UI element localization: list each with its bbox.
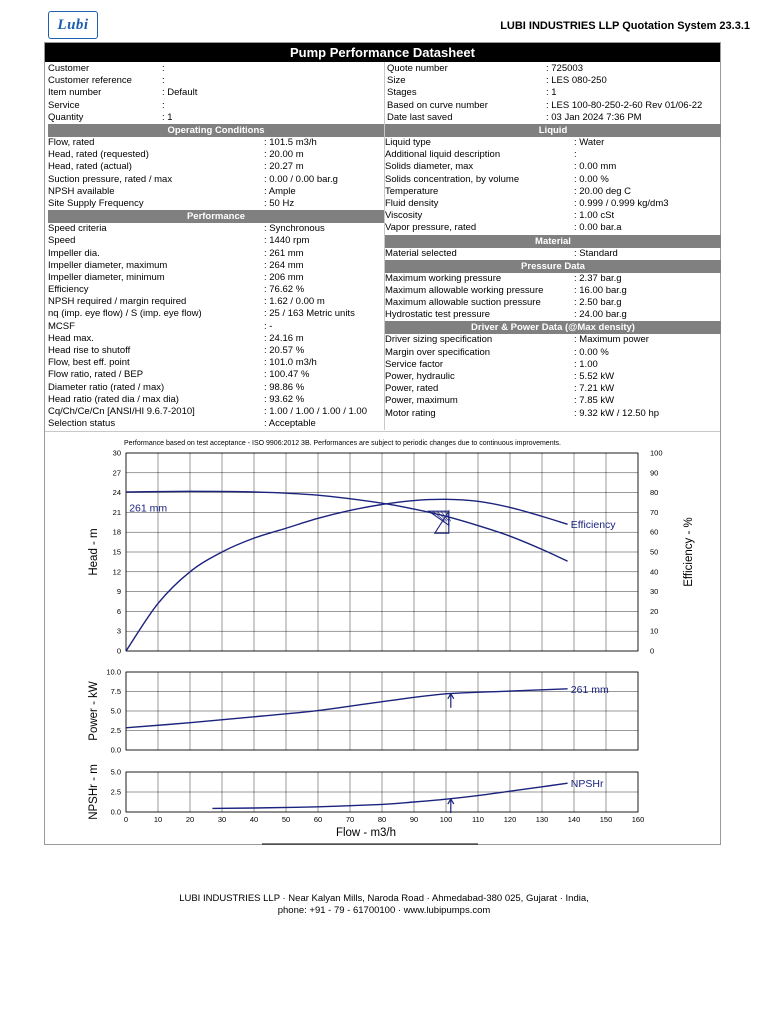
row-label: Head rise to shutoff xyxy=(48,345,131,356)
y2-tick-label: 40 xyxy=(650,567,659,577)
series-label: 261 mm xyxy=(570,683,609,696)
x-axis-label: Flow - m3/h xyxy=(335,827,397,839)
y2-tick-label: 50 xyxy=(650,547,659,557)
datasheet-row xyxy=(387,112,721,124)
datasheet-row xyxy=(385,371,721,383)
row-value: : 24.00 bar.g xyxy=(574,309,627,321)
y-axis-label: Power - kW xyxy=(88,681,100,741)
row-value: : Standard xyxy=(574,247,618,259)
row-value: : Acceptable xyxy=(264,418,316,430)
row-value: : 20.00 m xyxy=(264,149,304,161)
row-value: : 03 Jan 2024 7:36 PM xyxy=(546,111,642,123)
row-label: Maximum allowable working pressure xyxy=(385,284,544,296)
row-label: Selection status xyxy=(48,418,116,430)
logo-text: Lubi xyxy=(57,16,89,33)
y-tick-label: 6 xyxy=(116,606,121,616)
y2-tick-label: 0 xyxy=(650,646,655,656)
datasheet-row xyxy=(385,273,721,285)
row-value: : xyxy=(574,149,577,161)
y-tick-label: 0 xyxy=(116,646,121,656)
row-value: : 76.62 % xyxy=(264,284,305,296)
datasheet-row xyxy=(48,333,384,345)
chart-note: Performance based on test acceptance - ISO 9906:2012 3B. Performances are subject to periodic changes due to continuous improvements. xyxy=(124,440,561,447)
datasheet-row xyxy=(48,174,384,186)
x-tick-label: 60 xyxy=(313,815,323,824)
row-label: Head max. xyxy=(48,332,94,344)
y-tick-label: 0.0 xyxy=(110,745,121,755)
x-tick-label: 10 xyxy=(153,815,163,824)
datasheet-row xyxy=(48,308,384,320)
x-tick-label: 70 xyxy=(345,815,355,824)
datasheet-row xyxy=(48,112,384,124)
y-tick-label: 27 xyxy=(112,468,121,478)
datasheet-title: Pump Performance Datasheet xyxy=(45,43,720,62)
row-value: : Maximum power xyxy=(574,334,649,346)
row-label: Stages xyxy=(387,87,417,99)
row-value: : xyxy=(162,99,165,111)
datasheet-row xyxy=(48,272,384,284)
datasheet-row xyxy=(48,357,384,369)
row-label: Item number xyxy=(48,87,102,99)
row-value: : 93.62 % xyxy=(264,393,305,405)
datasheet-row xyxy=(48,75,384,87)
row-label: Material selected xyxy=(385,247,457,259)
row-label: nq (imp. eye flow) / S (imp. eye flow) xyxy=(48,308,202,320)
row-label: Motor rating xyxy=(385,407,436,419)
row-label: Maximum allowable suction pressure xyxy=(385,297,541,309)
y2-tick-label: 30 xyxy=(650,587,659,597)
y2-tick-label: 60 xyxy=(650,527,659,537)
datasheet-row xyxy=(385,186,721,198)
y-tick-label: 7.5 xyxy=(110,687,121,696)
row-label: Diameter ratio (rated / max) xyxy=(48,381,165,393)
datasheet-row xyxy=(48,137,384,149)
datasheet-row xyxy=(48,161,384,173)
row-value: : 2.50 bar.g xyxy=(574,297,622,309)
x-tick-label: 140 xyxy=(567,815,581,824)
row-label: Impeller dia. xyxy=(48,247,100,259)
datasheet-row xyxy=(48,235,384,247)
row-label: Driver sizing specification xyxy=(385,334,493,346)
datasheet-row xyxy=(48,394,384,406)
x-tick-label: 0 xyxy=(123,815,129,824)
x-tick-label: 150 xyxy=(599,815,613,824)
y-axis-label: Head - m xyxy=(88,528,100,576)
row-label: Speed xyxy=(48,235,76,247)
y2-tick-label: 80 xyxy=(650,488,659,498)
datasheet-row xyxy=(385,347,721,359)
row-label: Hydrostatic test pressure xyxy=(385,309,491,321)
datasheet-row xyxy=(385,248,721,260)
row-value: : 725003 xyxy=(546,63,583,74)
datasheet-row xyxy=(385,297,721,309)
row-label: Margin over specification xyxy=(385,346,491,358)
row-value: : 1.00 / 1.00 / 1.00 / 1.00 xyxy=(264,405,367,417)
y-tick-label: 2.5 xyxy=(110,787,121,797)
datasheet-row xyxy=(48,284,384,296)
section-header-driver-power: Driver & Power Data (@Max density) xyxy=(385,321,721,334)
row-value: : 20.00 deg C xyxy=(574,185,632,197)
row-value: : 24.16 m xyxy=(264,332,304,344)
x-tick-label: 120 xyxy=(503,815,517,824)
row-value: : 101.0 m3/h xyxy=(264,357,317,369)
x-tick-label: 50 xyxy=(281,815,291,824)
y2-tick-label: 20 xyxy=(650,606,659,616)
y-tick-label: 3 xyxy=(116,626,121,636)
datasheet-row xyxy=(48,87,384,99)
row-value: : 0.00 % xyxy=(574,173,609,185)
row-label: Service xyxy=(48,99,80,111)
row-label: Solids concentration, by volume xyxy=(385,173,520,185)
datasheet-row xyxy=(387,63,721,75)
row-value: : 206 mm xyxy=(264,271,304,283)
series-label: 261 mm xyxy=(129,502,168,515)
row-value: : 1.00 cSt xyxy=(574,210,615,222)
row-label: NPSH available xyxy=(48,185,115,197)
row-value: : 1.00 xyxy=(574,358,598,370)
datasheet-row xyxy=(385,395,721,407)
y2-tick-label: 70 xyxy=(650,507,659,517)
y-tick-label: 15 xyxy=(112,547,121,557)
series-label: Efficiency xyxy=(570,518,616,531)
x-tick-label: 100 xyxy=(439,815,453,824)
row-label: Head ratio (rated dia / max dia) xyxy=(48,393,179,405)
row-value: : 20.27 m xyxy=(264,161,304,173)
row-value: : 7.85 kW xyxy=(574,395,615,407)
row-label: Maximum working pressure xyxy=(385,272,502,284)
row-label: Cq/Ch/Ce/Cn [ANSI/HI 9.6.7-2010] xyxy=(48,405,195,417)
row-label: Solids diameter, max xyxy=(385,161,474,173)
datasheet-row xyxy=(48,406,384,418)
datasheet-row xyxy=(48,382,384,394)
y-tick-label: 0.0 xyxy=(110,807,121,817)
row-value: : 50 Hz xyxy=(264,197,295,209)
row-value: : 5.52 kW xyxy=(574,371,615,382)
datasheet-row xyxy=(48,418,384,430)
system-title: LUBI INDUSTRIES LLP Quotation System 23.3.1 xyxy=(500,20,750,32)
y-tick-label: 5.0 xyxy=(110,767,121,777)
row-label: NPSH required / margin required xyxy=(48,296,187,308)
row-value: : xyxy=(162,63,165,74)
company-logo xyxy=(48,11,98,39)
row-label: Power, rated xyxy=(385,383,439,395)
x-tick-label: 20 xyxy=(185,815,195,824)
x-tick-label: 160 xyxy=(631,815,645,824)
datasheet-row xyxy=(387,87,721,99)
row-value: : 20.57 % xyxy=(264,345,305,356)
section-header-pressure-data: Pressure Data xyxy=(385,260,721,273)
y-tick-label: 12 xyxy=(112,567,121,577)
datasheet-row xyxy=(48,369,384,381)
datasheet xyxy=(44,42,721,845)
row-value: : 2.37 bar.g xyxy=(574,272,622,284)
row-label: Flow ratio, rated / BEP xyxy=(48,369,144,381)
row-value: : 9.32 kW / 12.50 hp xyxy=(574,407,660,419)
row-value: : - xyxy=(264,320,273,332)
y-tick-label: 9 xyxy=(116,587,121,597)
x-tick-label: 40 xyxy=(249,815,259,824)
row-value: : 1 xyxy=(546,87,557,99)
datasheet-row xyxy=(48,100,384,112)
row-value: : Synchronous xyxy=(264,223,325,235)
row-label: Customer xyxy=(48,63,90,74)
row-label: Power, maximum xyxy=(385,395,458,407)
row-value: : 16.00 bar.g xyxy=(574,284,627,296)
performance-curves-svg xyxy=(45,432,720,846)
row-label: MCSF xyxy=(48,320,75,332)
row-value: : Ample xyxy=(264,185,296,197)
row-value: : 261 mm xyxy=(264,247,304,259)
y-tick-label: 5.0 xyxy=(110,706,121,716)
row-value: : 1440 rpm xyxy=(264,235,310,247)
x-tick-label: 80 xyxy=(377,815,387,824)
row-label: Head, rated (requested) xyxy=(48,149,149,161)
datasheet-row xyxy=(385,309,721,321)
row-value: : 0.00 / 0.00 bar.g xyxy=(264,173,338,185)
datasheet-row xyxy=(385,334,721,346)
x-tick-label: 90 xyxy=(409,815,419,824)
row-value: : 1.62 / 0.00 m xyxy=(264,296,325,308)
row-value: : Default xyxy=(162,87,198,99)
row-value: : Water xyxy=(574,137,605,148)
y2-axis-label: Efficiency - % xyxy=(683,517,695,587)
datasheet-row xyxy=(385,161,721,173)
row-label: Impeller diameter, minimum xyxy=(48,271,165,283)
row-label: Speed criteria xyxy=(48,223,107,235)
datasheet-row xyxy=(385,198,721,210)
y-tick-label: 18 xyxy=(112,527,121,537)
datasheet-row xyxy=(385,174,721,186)
section-header-material: Material xyxy=(385,235,721,248)
datasheet-row xyxy=(48,345,384,357)
datasheet-row xyxy=(48,63,384,75)
row-value: : 101.5 m3/h xyxy=(264,137,317,148)
x-tick-label: 130 xyxy=(535,815,549,824)
row-label: Date last saved xyxy=(387,111,453,123)
datasheet-row xyxy=(48,223,384,235)
section-header-liquid: Liquid xyxy=(385,124,721,137)
datasheet-row xyxy=(385,285,721,297)
y-tick-label: 2.5 xyxy=(110,726,121,735)
row-value: : LES 100-80-250-2-60 Rev 01/06-22 xyxy=(546,99,703,111)
general-info-right xyxy=(387,63,721,124)
y-tick-label: 24 xyxy=(112,488,121,498)
datasheet-row xyxy=(48,248,384,260)
y2-tick-label: 100 xyxy=(650,448,663,458)
row-label: Temperature xyxy=(385,185,439,197)
row-value: : xyxy=(162,75,165,87)
series-label: NPSHr xyxy=(570,778,604,791)
x-tick-label: 30 xyxy=(217,815,227,824)
row-label: Fluid density xyxy=(385,197,439,209)
row-label: Size xyxy=(387,75,406,87)
row-label: Service factor xyxy=(385,358,444,370)
left-column xyxy=(48,124,384,430)
row-label: Liquid type xyxy=(385,137,431,148)
row-label: Vapor pressure, rated xyxy=(385,222,477,234)
y2-tick-label: 90 xyxy=(650,468,659,478)
row-value: : 0.00 % xyxy=(574,346,609,358)
row-label: Quote number xyxy=(387,63,448,74)
datasheet-row xyxy=(48,149,384,161)
datasheet-row xyxy=(387,75,721,87)
row-value: : LES 080-250 xyxy=(546,75,607,87)
datasheet-row xyxy=(385,408,721,420)
performance-charts xyxy=(45,431,720,845)
y-tick-label: 10.0 xyxy=(106,667,121,677)
y-tick-label: 30 xyxy=(112,448,121,458)
row-value: : 25 / 163 Metric units xyxy=(264,308,355,320)
datasheet-row xyxy=(48,186,384,198)
row-label: Customer reference xyxy=(48,75,132,87)
row-label: Quantity xyxy=(48,111,84,123)
y2-tick-label: 10 xyxy=(650,626,659,636)
row-label: Flow, rated xyxy=(48,137,95,148)
row-label: Head, rated (actual) xyxy=(48,161,132,173)
right-column xyxy=(385,124,721,420)
row-value: : 1 xyxy=(162,111,173,123)
row-value: : 0.999 / 0.999 kg/dm3 xyxy=(574,197,669,209)
y-axis-label: NPSHr - m xyxy=(88,764,100,820)
datasheet-row xyxy=(385,149,721,161)
datasheet-row xyxy=(385,222,721,234)
row-label: Power, hydraulic xyxy=(385,371,455,382)
row-label: Flow, best eff. point xyxy=(48,357,130,369)
row-label: Viscosity xyxy=(385,210,423,222)
footer-address: LUBI INDUSTRIES LLP · Near Kalyan Mills, Naroda Road · Ahmedabad-380 025, Gujarat · India, xyxy=(179,893,589,904)
row-label: Based on curve number xyxy=(387,99,488,111)
row-value: : 0.00 mm xyxy=(574,161,617,173)
x-tick-label: 110 xyxy=(472,815,484,824)
datasheet-row xyxy=(385,210,721,222)
datasheet-row xyxy=(385,359,721,371)
row-value: : 100.47 % xyxy=(264,369,310,381)
datasheet-row xyxy=(385,383,721,395)
datasheet-row xyxy=(387,100,721,112)
row-label: Efficiency xyxy=(48,284,89,296)
row-value: : 264 mm xyxy=(264,259,304,271)
datasheet-row xyxy=(48,321,384,333)
datasheet-row xyxy=(48,260,384,272)
datasheet-row xyxy=(48,198,384,210)
section-header-operating-conditions: Operating Conditions xyxy=(48,124,384,137)
y-tick-label: 21 xyxy=(112,507,121,517)
datasheet-row xyxy=(48,296,384,308)
row-label: Additional liquid description xyxy=(385,149,501,161)
column-divider xyxy=(384,62,385,430)
row-value: : 0.00 bar.a xyxy=(574,222,622,234)
row-value: : 98.86 % xyxy=(264,381,305,393)
general-info-left xyxy=(48,63,384,124)
row-value: : 7.21 kW xyxy=(574,383,615,395)
row-label: Impeller diameter, maximum xyxy=(48,259,168,271)
datasheet-row xyxy=(385,137,721,149)
footer-contact: phone: +91 - 79 - 61700100 · www.lubipumps.com xyxy=(277,905,491,916)
row-label: Suction pressure, rated / max xyxy=(48,173,173,185)
section-header-performance: Performance xyxy=(48,210,384,223)
row-label: Site Supply Frequency xyxy=(48,197,144,209)
